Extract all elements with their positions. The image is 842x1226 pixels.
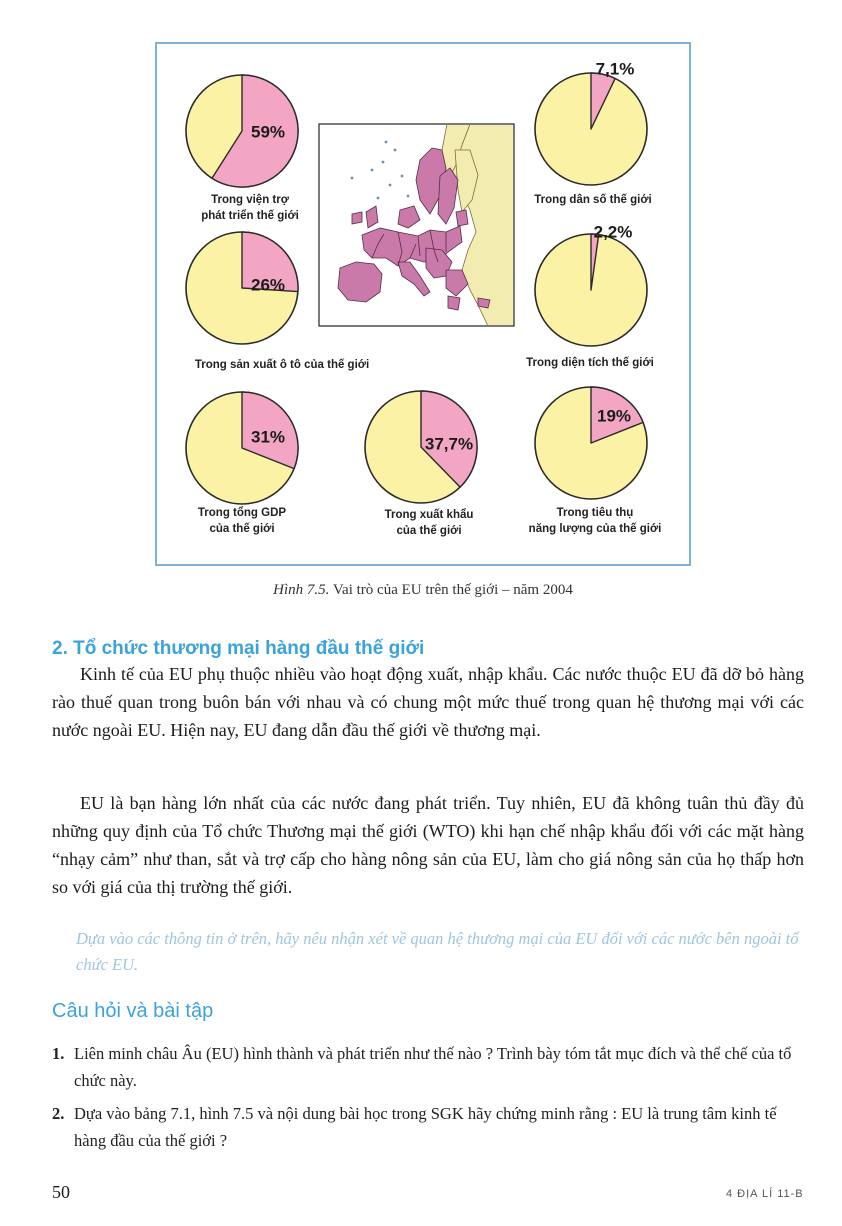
pie-caption-line: của thế giới [209,523,275,535]
question-2 [52,1100,806,1154]
europe-map [319,124,514,326]
map-island-dot [394,149,397,152]
map-eu-country [448,296,460,310]
pie-chart [535,387,647,499]
pie-caption-line: Trong viện trợ [211,194,289,206]
pie-chart [186,392,298,504]
publisher-mark: 4 ĐỊA LÍ 11-B [726,1188,804,1200]
pie-caption-line: Trong sản xuất ô tô của thế giới [194,359,370,371]
exercise-prompt: Dựa vào các thông tin ở trên, hãy nêu nhận xét về quan hệ thương mại của EU đối với các nước bên ngoài tổ chức EU. [76,929,799,974]
pie-value-label: 26% [250,275,286,295]
page-number: 50 [52,1182,70,1202]
pie-caption-line: Trong tổng GDP [197,507,287,519]
pie-caption [500,355,680,371]
pie-caption [503,192,683,208]
map-eu-country [478,298,490,308]
map-island-dot [371,169,374,172]
questions-heading: Câu hỏi và bài tập [52,1000,214,1022]
pie-chart [535,222,647,346]
pie-value-label: 2,2% [593,222,633,242]
pie-value-label: 59% [250,122,286,142]
pie-caption-line: phát triển thế giới [201,210,299,222]
pie-chart [186,232,298,344]
caption-text: Vai trò của EU trên thế giới – năm 2004 [329,582,573,598]
pie-caption-line: năng lượng của thế giới [528,523,662,535]
pie-value-label: 7,1% [595,59,635,79]
question-text: Liên minh châu Âu (EU) hình thành và phát triển như thế nào ? Trình bày tóm tắt mục đích và thể chế của tổ chức này. [74,1044,792,1090]
map-island-dot [407,195,410,198]
pie-caption [160,192,340,224]
paragraph-2: EU là bạn hàng lớn nhất của các nước đang phát triển. Tuy nhiên, EU đã không tuân thủ đầy đủ những quy định của Tổ chức Thương mại thế giới (WTO) khi hạn chế nhập khẩu đối với các mặt hàng “nhạy cảm” như than, sắt và trợ cấp cho hàng nông sản của EU, làm cho giá nông sản của họ thấp hơn so với giá của thị trường thế giới. [52,793,804,897]
pie-value-label: 37,7% [424,434,474,454]
pie-chart [535,59,647,185]
question-number: 1. [52,1044,65,1063]
pie-chart [186,75,298,187]
map-island-dot [385,141,388,144]
pie-caption [192,357,372,373]
pie-caption-line: Trong diện tích thế giới [526,357,654,369]
caption-prefix: Hình 7.5. [273,582,330,598]
map-island-dot [382,161,385,164]
map-island-dot [401,175,404,178]
pie-chart [365,391,477,503]
pie-caption-line: của thế giới [396,525,462,537]
question-1 [52,1040,806,1094]
figure-caption [155,582,691,599]
pie-caption [339,507,519,539]
map-eu-country [456,210,468,226]
pie-caption-line: Trong dân số thế giới [534,194,652,206]
question-text: Dựa vào bảng 7.1, hình 7.5 và nội dung bài học trong SGK hãy chứng minh rằng : EU là trung tâm kinh tế hàng đầu của thế giới ? [74,1104,777,1150]
pie-value-label: 19% [596,406,632,426]
pie-caption-line: Trong tiêu thụ [556,507,634,519]
map-island-dot [351,177,354,180]
pie-value-label: 31% [250,427,286,447]
map-island-dot [389,184,392,187]
pie-caption [505,505,685,537]
pie-caption [152,505,332,537]
pie-caption-line: Trong xuất khẩu [384,509,474,521]
map-eu-country [352,212,362,224]
question-number: 2. [52,1104,65,1123]
paragraph-1: Kinh tế của EU phụ thuộc nhiều vào hoạt động xuất, nhập khẩu. Các nước thuộc EU đã dỡ bỏ hàng rào thuế quan trong buôn bán với nhau và có chung một mức thuế trong quan hệ thương mại với các nước ngoài EU. Hiện nay, EU đang dẫn đầu thế giới về thương mại. [52,664,804,740]
section-heading: 2. Tổ chức thương mại hàng đầu thế giới [52,638,425,659]
map-island-dot [377,197,380,200]
